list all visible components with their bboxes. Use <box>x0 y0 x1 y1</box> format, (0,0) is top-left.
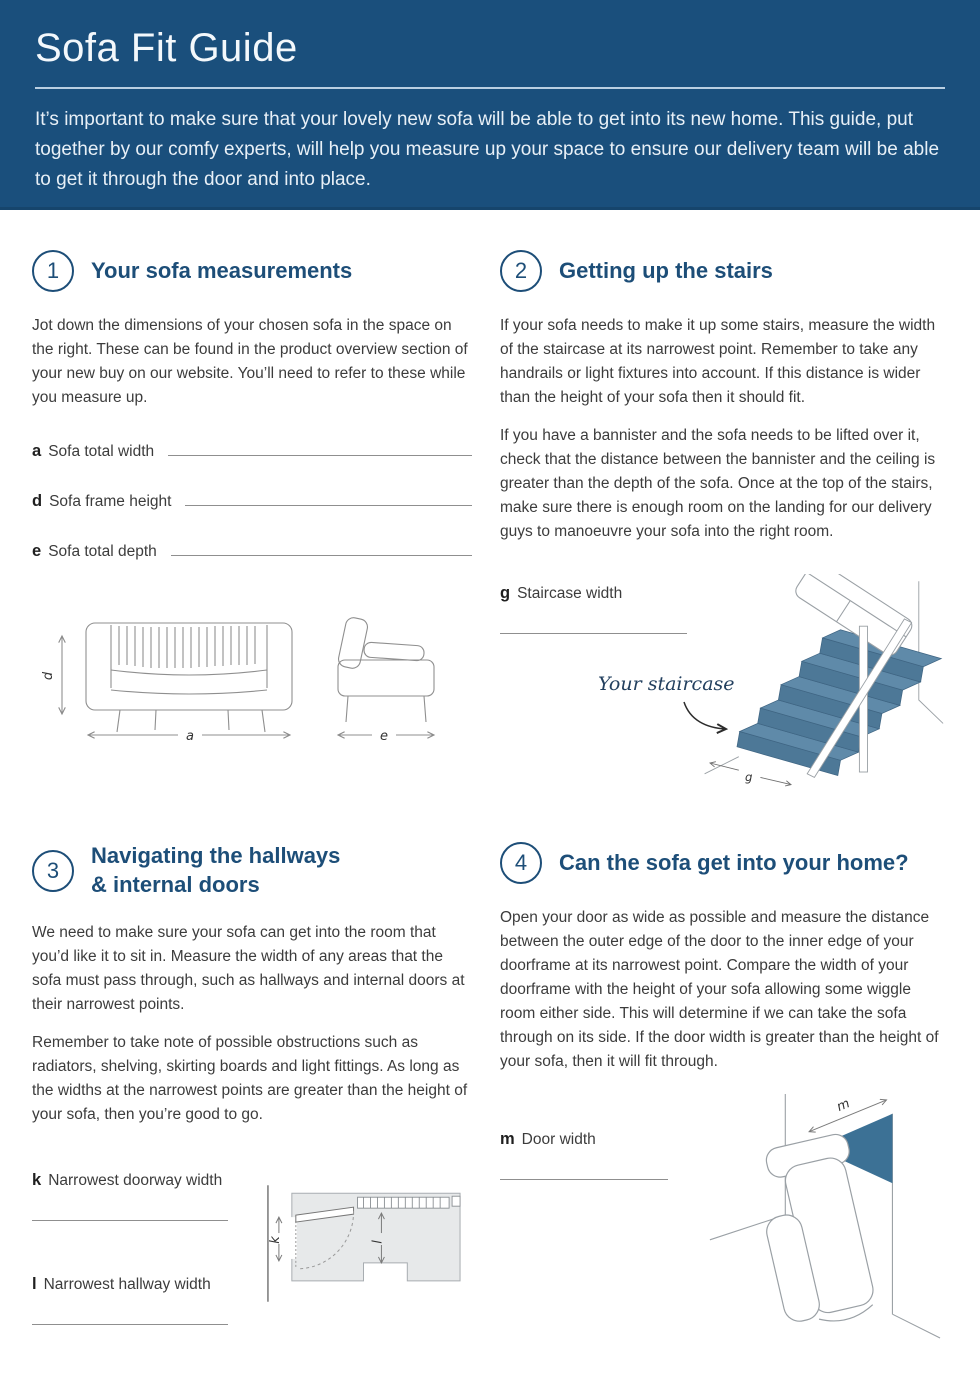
narrowest-hallway-field <box>32 1275 242 1325</box>
section-2-title <box>559 257 773 286</box>
field-letter: m <box>500 1130 515 1149</box>
section-hallways-doors <box>32 842 472 1379</box>
section-2-number-badge <box>500 250 542 292</box>
staircase-caption <box>596 672 776 747</box>
section-sofa-measurements <box>32 250 472 842</box>
staircase-caption-text: Your staircase <box>598 673 735 696</box>
dim-label-k: k <box>267 1236 283 1245</box>
section-2-paragraph-2: If you have a bannister and the sofa needs to be lifted over it, check that the distance between the bannister and the ceiling is greater than the depth of the sofa. Once at the top of the stairs, make sure there is enough room on the landing for our delivery guys to manoeuvre your sofa into the right room. <box>500 427 936 541</box>
fill-in-line <box>500 1179 668 1180</box>
field-label: Sofa total depth <box>48 543 157 561</box>
section-sofa-into-home <box>500 842 948 1379</box>
floor-line <box>705 757 739 774</box>
radiator <box>358 1197 461 1209</box>
header-divider <box>35 87 945 89</box>
section-4-number-badge <box>500 842 542 884</box>
section-4-number: 4 <box>514 850 528 875</box>
narrowest-doorway-field <box>32 1171 242 1221</box>
intro-text: It’s important to make sure that your lovely new sofa will be able to get into its new home. This guide, put together by our comfy experts, will help you measure up your space to ensure our delivery team will be able to get it through the door and into place. <box>35 109 940 191</box>
wall-corner <box>919 581 943 723</box>
sofa-dimensions-figure <box>32 592 472 749</box>
field-label: Staircase width <box>517 585 623 603</box>
section-4-title-line: Can the sofa get into your home? <box>559 849 909 875</box>
section-1-title-line: Your sofa measurements <box>91 257 353 283</box>
field-letter: g <box>500 584 511 603</box>
section-4-paragraph: Open your door as wide as possible and measure the distance between the outer edge of the door to the inner edge of your doorframe at its narrowest point. Compare the width of your doorframe with the height of your sofa allowing some wiggle room either side. This will determine if we can take the sofa through on its side. If the door width is greater than the height of your sofa, then it will fit through. <box>500 909 939 1071</box>
section-2-header <box>500 250 948 292</box>
hallway-fields <box>32 1171 242 1379</box>
section-3-title-line-2: & internal doors <box>91 871 260 897</box>
section-1-title <box>91 257 352 286</box>
hallway-figure <box>32 1171 472 1379</box>
fill-in-line <box>32 1324 228 1325</box>
fill-in-line <box>168 442 472 456</box>
fill-in-line <box>185 492 472 506</box>
dim-label-m: m <box>834 1096 853 1116</box>
section-3-header <box>32 842 472 899</box>
dim-label-l: l <box>370 1240 386 1245</box>
section-2-paragraph-1: If your sofa needs to make it up some stairs, measure the width of the staircase at its narrowest point. Remember to take any handrails or light fixtures into account. If this distance is wider than the height of your sofa then it should fit. <box>500 317 936 407</box>
header-banner <box>0 0 980 210</box>
section-1-paragraph: Jot down the dimensions of your chosen sofa in the space on the right. These can be found in the product overview section of your new buy on our website. You’ll need to refer to these while you measure up. <box>32 317 468 407</box>
section-3-number-badge <box>32 850 74 892</box>
sofa-measurement-fields <box>32 442 472 561</box>
door-illustration <box>698 1088 946 1341</box>
field-label: Door width <box>521 1131 596 1149</box>
section-3-title-line-1: Navigating the hallways <box>91 843 341 868</box>
fill-in-line <box>32 1220 228 1221</box>
field-letter: l <box>32 1275 37 1294</box>
field-letter: a <box>32 442 42 461</box>
doorframe <box>892 1114 940 1338</box>
staircase-figure <box>500 574 948 799</box>
field-label: Sofa total width <box>48 443 155 461</box>
section-4-header <box>500 842 948 884</box>
floorplan-illustration <box>258 1181 472 1306</box>
section-1-header <box>32 250 472 292</box>
field-label: Narrowest doorway width <box>48 1172 223 1190</box>
dim-label-e: e <box>380 729 388 745</box>
section-2-title-line: Getting up the stairs <box>559 257 773 283</box>
section-3-title <box>91 842 340 899</box>
fill-in-line <box>500 633 687 634</box>
field-letter: k <box>32 1171 42 1190</box>
field-letter: d <box>32 492 43 511</box>
section-4-title <box>559 849 909 878</box>
field-letter: e <box>32 542 42 561</box>
section-1-number: 1 <box>46 258 60 283</box>
door-width-field <box>500 1088 684 1341</box>
page-title: Sofa Fit Guide <box>35 26 298 70</box>
caption-arrow <box>684 702 726 729</box>
door-figure <box>500 1088 948 1341</box>
dim-label-g: g <box>744 770 753 785</box>
sofa-dimensions-illustration <box>32 592 452 744</box>
fill-in-line <box>171 542 472 556</box>
section-getting-up-stairs <box>500 250 948 842</box>
field-sofa-total-width <box>32 442 472 461</box>
field-sofa-total-depth <box>32 542 472 561</box>
section-3-paragraph-1: We need to make sure your sofa can get into the room that you’d like it to sit in. Measure the width of any areas that the sofa must pass through, such as hallways and internal doors at their narrowest points. <box>32 924 465 1014</box>
section-1-number-badge <box>32 250 74 292</box>
dim-label-a: a <box>186 729 194 745</box>
dim-label-d: d <box>41 671 56 681</box>
field-label: Narrowest hallway width <box>43 1276 211 1294</box>
section-3-paragraph-2: Remember to take note of possible obstructions such as radiators, shelving, skirting boards and light fittings. As long as the widths at the narrowest points are greater than the height of your sofa, then you’re good to go. <box>32 1034 468 1124</box>
field-label: Sofa frame height <box>49 493 172 511</box>
content-grid <box>0 210 980 1379</box>
field-sofa-frame-height <box>32 492 472 511</box>
section-2-number: 2 <box>514 258 528 283</box>
section-3-number: 3 <box>46 857 60 883</box>
